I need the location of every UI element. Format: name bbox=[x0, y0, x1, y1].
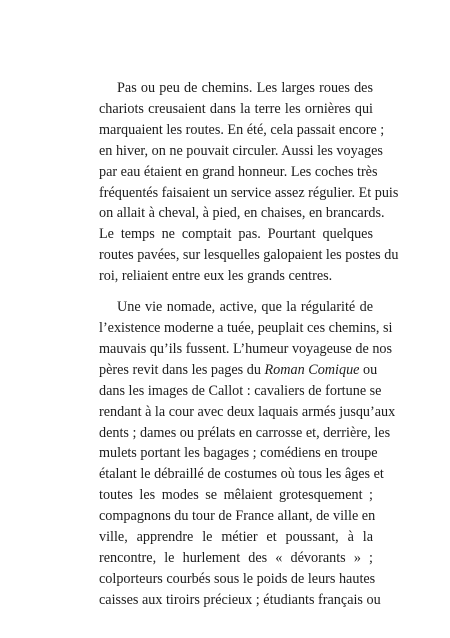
paragraph-1 bbox=[81, 78, 399, 287]
text-line: toutes les modes se mêlaient grotesquement ; bbox=[99, 487, 373, 504]
text-line: caisses aux tiroirs précieux ; étudiants français ou bbox=[99, 591, 381, 608]
text-line: routes pavées, sur lesquelles galopaient les postes du bbox=[99, 247, 399, 264]
paragraph-2 bbox=[81, 297, 396, 611]
text-line: ville, apprendre le métier et poussant, à la bbox=[99, 529, 373, 546]
text-line: on allait à cheval, à pied, en chaises, en brancards. bbox=[99, 205, 385, 222]
text-line: Pas ou peu de chemins. Les larges roues des bbox=[117, 80, 373, 96]
text-line: dents ; dames ou prélats en carrosse et, derrière, les bbox=[99, 424, 391, 441]
text-line: dans les images de Callot : cavaliers de fortune se bbox=[99, 382, 382, 399]
text-line: rendant à la cour avec deux laquais armés jusqu’aux bbox=[99, 403, 396, 420]
text-line: mulets portant les bagages ; comédiens en troupe bbox=[99, 445, 378, 462]
text-line: l’existence moderne a tuée, peuplait ces chemins, si bbox=[99, 319, 393, 336]
book-title-italic: Roman Comique bbox=[264, 361, 360, 378]
text-line: étalant le débraillé de costumes où tous les âges et bbox=[99, 466, 384, 483]
text-line: mauvais qu’ils fussent. L’humeur voyageuse de nos bbox=[99, 340, 393, 357]
text-fragment: pères revit dans les pages du bbox=[99, 361, 265, 378]
text-line: fréquentés faisaient un service assez régulier. Et puis bbox=[99, 184, 399, 201]
text-line: chariots creusaient dans la terre les ornières qui bbox=[99, 100, 373, 117]
text-line: marquaient les routes. En été, cela passait encore ; bbox=[99, 121, 385, 138]
text-line: Le temps ne comptait pas. Pourtant quelques bbox=[99, 226, 373, 243]
text-line-with-title bbox=[81, 360, 378, 381]
text-line: roi, reliaient entre eux les grands centres. bbox=[99, 268, 333, 285]
text-line: en hiver, on ne pouvait circuler. Aussi les voyages bbox=[99, 142, 383, 159]
text-line: par eau étaient en grand honneur. Les coches très bbox=[99, 163, 378, 180]
text-line: Une vie nomade, active, que la régularité de bbox=[117, 299, 373, 316]
body-text bbox=[81, 78, 399, 611]
text-line: compagnons du tour de France allant, de ville en bbox=[99, 508, 376, 525]
text-line: rencontre, le hurlement des « dévorants » ; bbox=[99, 549, 373, 566]
text-line: colporteurs courbés sous le poids de leurs hautes bbox=[99, 570, 376, 587]
text-fragment: ou bbox=[359, 361, 378, 378]
